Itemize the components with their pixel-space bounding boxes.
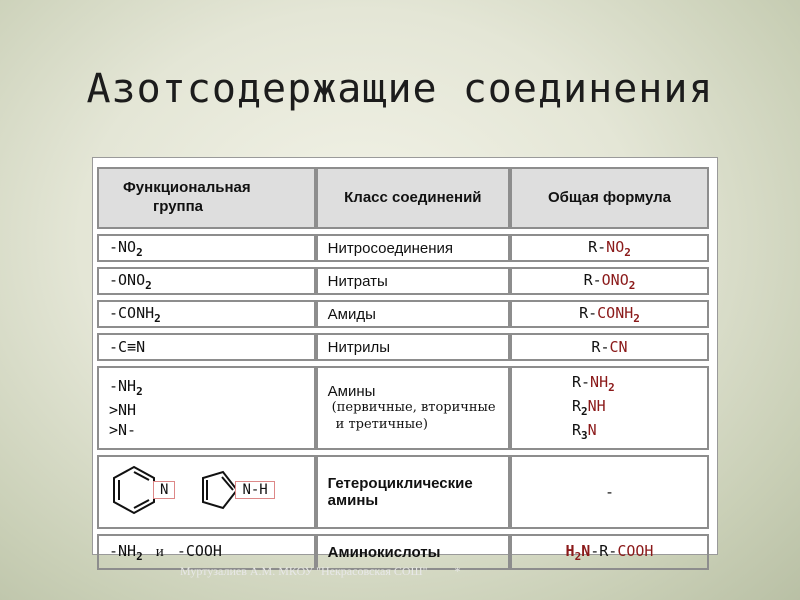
table-row-amines [97, 366, 709, 450]
pyridine-n-label: N [153, 481, 175, 499]
formula-primary: $R-NH_2$ [571, 373, 615, 395]
table-row-amide [97, 300, 709, 328]
header-group-line2: группа [153, 198, 204, 215]
class-cell [316, 366, 510, 450]
footer-author: Муртузалиев А.М. МКОУ "Некрасовская СОШ" [180, 564, 428, 578]
header-formula: Общая формула [510, 167, 709, 229]
formula-tertiary: $R_3N$ [571, 420, 597, 442]
class-amines-label: Амины [327, 382, 376, 400]
group-cell: $-CONH_2$ [97, 300, 316, 328]
class-cell: Нитросоединения [316, 234, 510, 262]
pyridine-structure [109, 463, 175, 517]
group-primary: $-NH_2$ [109, 376, 143, 398]
header-functional-group [97, 167, 316, 229]
formula-cell: $R-ONO_2$ [510, 267, 709, 295]
slide-footer [180, 564, 461, 579]
class-cell: Нитрилы [316, 333, 510, 361]
compounds-table [97, 162, 709, 575]
table-row-nitrile [97, 333, 709, 361]
formula-cell: - [510, 455, 709, 529]
formula-cell [510, 366, 709, 450]
pyridine-ring-icon [109, 463, 159, 517]
table-row-nitrate [97, 267, 709, 295]
group-cell: $-NH_2$ и -COOH [97, 534, 316, 570]
table-row-heterocyclic [97, 455, 709, 529]
group-cell [97, 455, 316, 529]
class-cell: Аминокислоты [316, 534, 510, 570]
slide-title: Азотсодержащие соединения [86, 66, 714, 112]
pyrrole-structure [197, 468, 274, 512]
formula-cell: R-CN [510, 333, 709, 361]
group-cell: -C≡N [97, 333, 316, 361]
pyrrole-nh-label: N-H [235, 481, 274, 499]
header-class: Класс соединений [316, 167, 510, 229]
group-cell [97, 366, 316, 450]
group-cell: $-ONO_2$ [97, 267, 316, 295]
class-cell: Нитраты [316, 267, 510, 295]
class-cell: Гетероциклические амины [316, 455, 510, 529]
compounds-table-container [92, 157, 718, 563]
class-cell: Амиды [316, 300, 510, 328]
group-cell: $-NO_2$ [97, 234, 316, 262]
formula-cell: $R-NO_2$ [510, 234, 709, 262]
class-note-line1: (первичные, вторичные [331, 399, 496, 415]
formula-cell: $R-CONH_2$ [510, 300, 709, 328]
footer-star: * [454, 564, 461, 578]
class-note-line2: и третичные) [335, 416, 428, 432]
table-header-row [97, 167, 709, 229]
group-tertiary: >N- [109, 420, 137, 439]
formula-cell: $H_2N-R$-COOH [510, 534, 709, 570]
header-group-line1: Функциональная [123, 179, 251, 197]
formula-secondary: $R_2NH$ [571, 397, 606, 419]
group-secondary: >NH [109, 400, 137, 419]
table-row-nitro [97, 234, 709, 262]
